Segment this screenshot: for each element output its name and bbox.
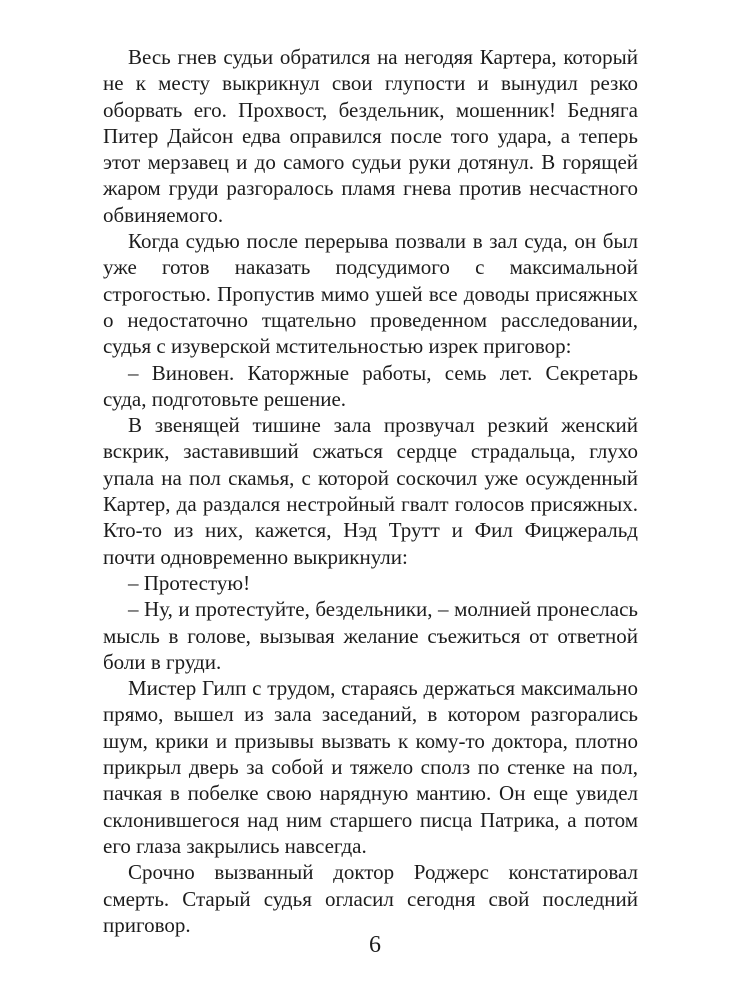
paragraph-3: – Виновен. Каторжные работы, семь лет. Секретарь суда, подготовьте решение. bbox=[103, 360, 638, 411]
paragraph-8: Срочно вызванный доктор Роджерс констатировал смерть. Старый судья огласил сегодня свой последний приговор. bbox=[103, 860, 638, 937]
paragraph-4: В звенящей тишине зала прозвучал резкий женский вскрик, заставивший сжаться сердце страдальца, глухо упала на пол скамья, с которой соскочил уже осужденный Картер, да раздался нестройный гвалт голосов присяжных. Кто-то из них, кажется, Нэд Трутт и Фил Фицжеральд почти одновременно выкрикнули: bbox=[103, 413, 638, 569]
page-body-text bbox=[103, 44, 638, 938]
paragraph-6: – Ну, и протестуйте, бездельники, – молнией пронеслась мысль в голове, вызывая желание съежиться от ответной боли в груди. bbox=[103, 597, 638, 674]
paragraph-1: Весь гнев судьи обратился на негодяя Картера, который не к месту выкрикнул свои глупости и вынудил резко оборвать его. Прохвост, бездельник, мошенник! Бедняга Питер Дайсон едва оправился после того удара, а теперь этот мерзавец и до самого судьи руки дотянул. В горящей жаром груди разгоралось пламя гнева против несчастного обвиняемого. bbox=[103, 45, 638, 227]
page-number: 6 bbox=[369, 932, 381, 958]
paragraph-5: – Протестую! bbox=[128, 570, 251, 595]
paragraph-2: Когда судью после перерыва позвали в зал суда, он был уже готов наказать подсудимого с максимальной строгостью. Пропустив мимо ушей все доводы присяжных о недостаточно тщательно проведенном расследовании, судья с изуверской мстительностью изрек приговор: bbox=[103, 229, 638, 359]
paragraph-7: Мистер Гилп с трудом, стараясь держаться максимально прямо, вышел из зала заседаний, в котором разгорались шум, крики и призывы вызвать к кому-то доктора, плотно прикрыл дверь за собой и тяжело сполз по стенке на пол, пачкая в побелке свою нарядную мантию. Он еще увидел склонившегося над ним старшего писца Патрика, а потом его глаза закрылись навсегда. bbox=[103, 676, 638, 858]
